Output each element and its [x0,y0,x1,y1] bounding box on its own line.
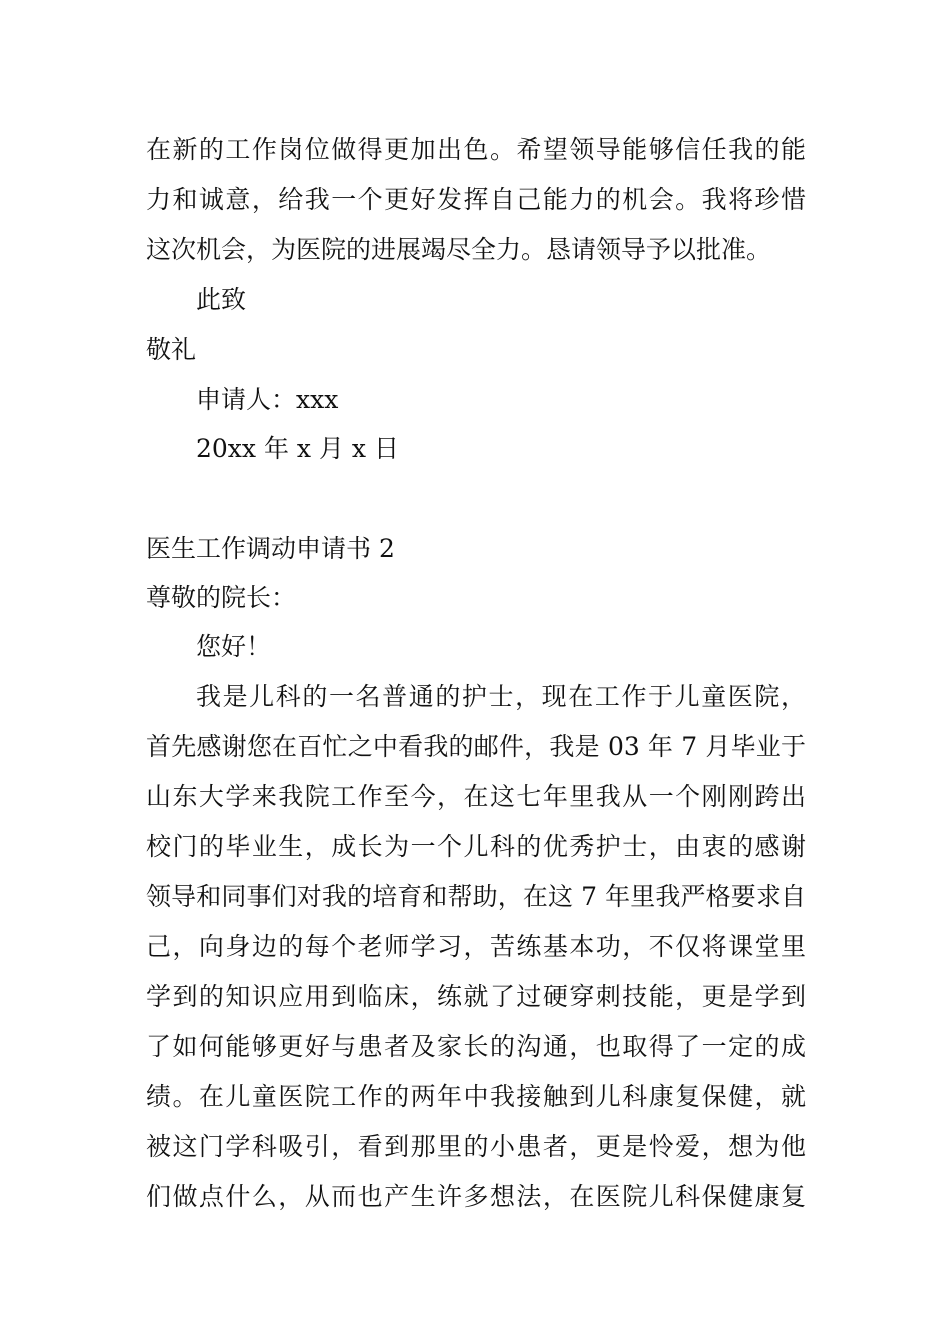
addressee: 尊敬的院长： [146,583,297,612]
body-line: 领导和同事们对我的培育和帮助，在这 7 年里我严格要求自 [146,882,806,911]
applicant-signature: 申请人：xxx [196,385,339,414]
body-line: 学到的知识应用到临床，练就了过硬穿刺技能，更是学到 [146,982,806,1011]
greeting: 您好！ [196,632,272,661]
body-line: 被这门学科吸引，看到那里的小患者，更是怜爱，想为他 [146,1132,806,1161]
body-line: 首先感谢您在百忙之中看我的邮件，我是 03 年 7 月毕业于 [146,732,806,761]
body-line: 己，向身边的每个老师学习，苦练基本功，不仅将课堂里 [146,932,806,961]
body-line: 力和诚意，给我一个更好发挥自己能力的机会。我将珍惜 [146,185,806,214]
body-line: 山东大学来我院工作至今，在这七年里我从一个刚刚跨出 [146,782,806,811]
body-line: 这次机会，为医院的进展竭尽全力。恳请领导予以批准。 [146,235,772,264]
body-line: 绩。在儿童医院工作的两年中我接触到儿科康复保健，就 [146,1082,806,1111]
body-line: 在新的工作岗位做得更加出色。希望领导能够信任我的能 [146,135,806,164]
closing-phrase: 此致 [196,285,247,314]
section-title: 医生工作调动申请书 2 [146,534,395,563]
signature-date: 20xx 年 x 月 x 日 [196,434,399,463]
body-line: 校门的毕业生，成长为一个儿科的优秀护士，由衷的感谢 [146,832,806,861]
body-line: 们做点什么，从而也产生许多想法，在医院儿科保健康复 [146,1182,806,1211]
body-line: 我是儿科的一名普通的护士，现在工作于儿童医院， [196,682,806,711]
salutation: 敬礼 [146,335,197,364]
body-line: 了如何能够更好与患者及家长的沟通，也取得了一定的成 [146,1032,806,1061]
